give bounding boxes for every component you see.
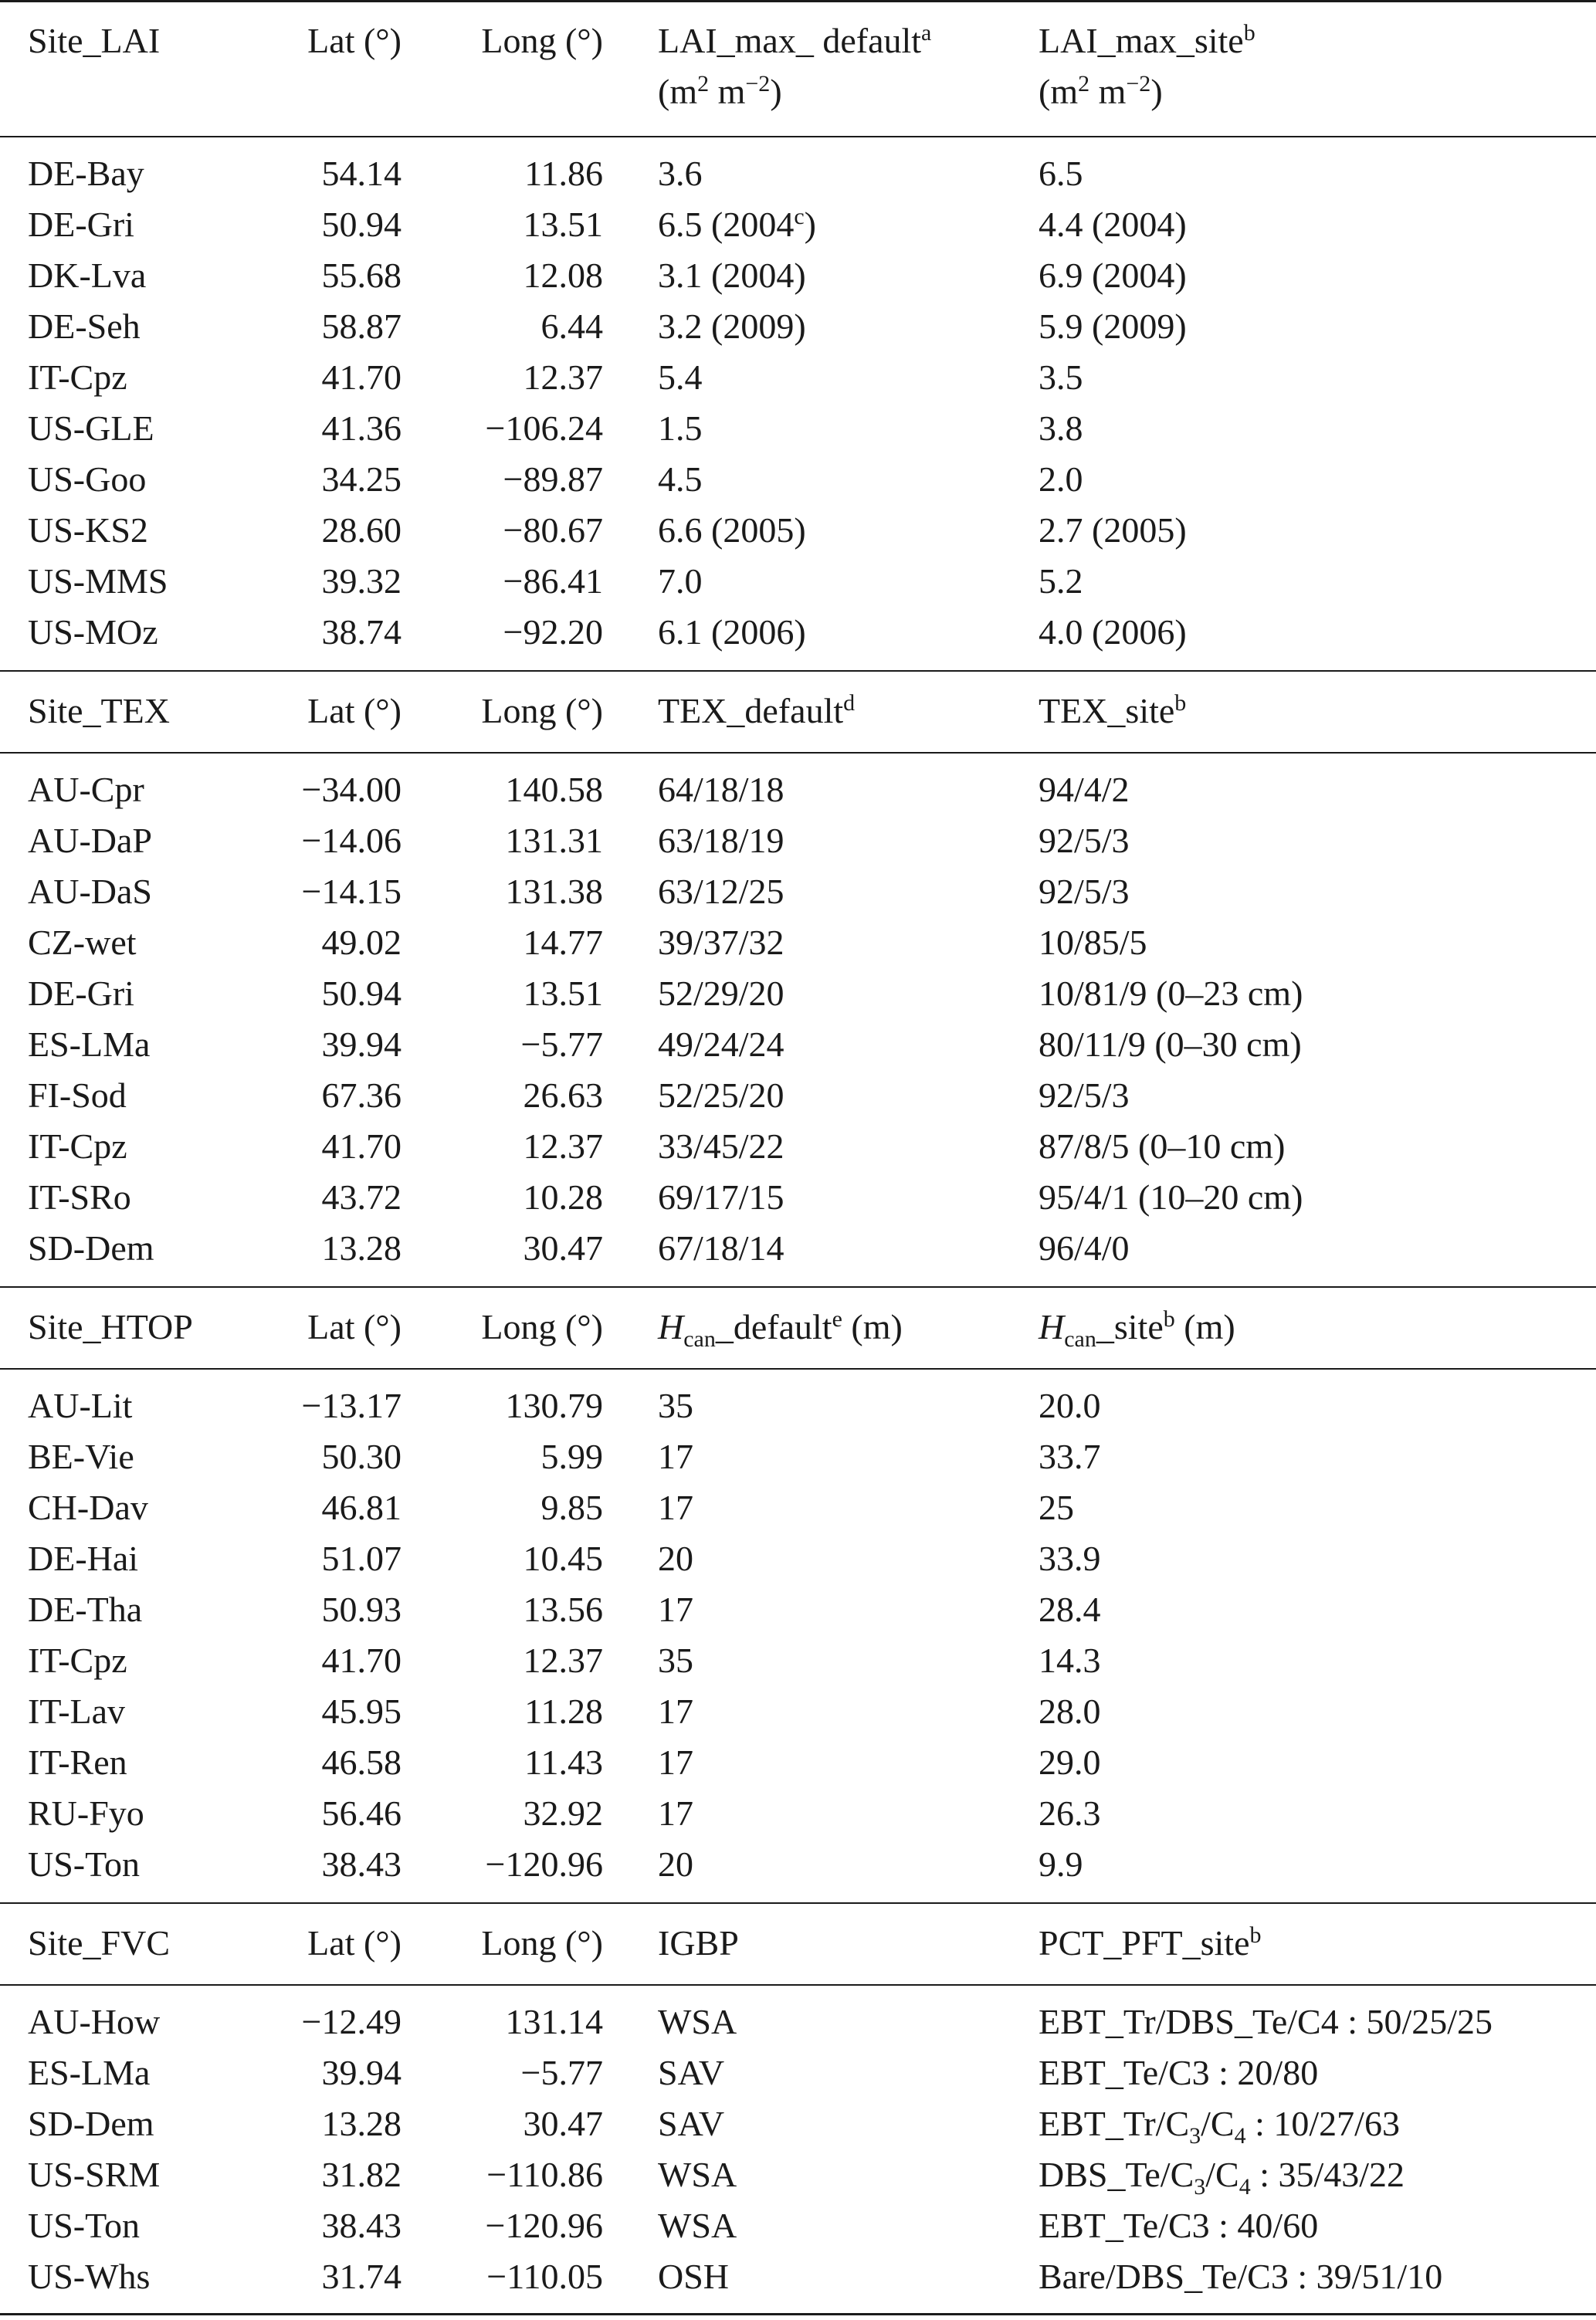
cell-site: AU-Cpr	[28, 770, 144, 809]
cell-site: US-GLE	[28, 408, 154, 448]
cell-long: 30.47	[523, 1228, 603, 1268]
cell-site: CH-Dav	[28, 1488, 148, 1527]
cell-hcan-default: 20	[658, 1844, 693, 1884]
header-long: Long (°)	[481, 1923, 603, 1963]
cell-tex-site: 96/4/0	[1039, 1228, 1130, 1268]
cell-site: US-MMS	[28, 561, 168, 601]
lai-header-rule	[0, 136, 1596, 137]
cell-site: US-Whs	[28, 2257, 151, 2296]
cell-lat: 55.68	[321, 256, 402, 295]
table-row	[0, 403, 1596, 454]
table-row	[0, 1839, 1596, 1890]
lai-header-row	[0, 15, 1596, 116]
header-lat: Lat (°)	[307, 1923, 402, 1963]
cell-lat: 39.94	[321, 1025, 402, 1064]
cell-site: CZ-wet	[28, 923, 137, 962]
cell-lat: 45.95	[321, 1692, 402, 1731]
fvc-header-rule	[0, 1984, 1596, 1986]
cell-lat: 50.93	[321, 1590, 402, 1629]
cell-long: 26.63	[523, 1075, 603, 1115]
cell-igbp: WSA	[658, 2155, 737, 2194]
cell-long: 10.28	[523, 1177, 603, 1217]
cell-tex-default: 64/18/18	[658, 770, 784, 809]
htop-header-rule	[0, 1368, 1596, 1370]
table-row	[0, 556, 1596, 607]
cell-lat: 13.28	[321, 1228, 402, 1268]
htop-header-row	[0, 1302, 1596, 1353]
cell-lat: 39.94	[321, 2053, 402, 2092]
cell-hcan-site: 28.4	[1039, 1590, 1101, 1629]
cell-lat: 50.94	[321, 974, 402, 1013]
cell-igbp: SAV	[658, 2104, 725, 2143]
header-site: Site_FVC	[28, 1923, 171, 1963]
cell-lat: 49.02	[321, 923, 402, 962]
cell-site: IT-Cpz	[28, 1126, 127, 1166]
cell-lai-site: 4.0 (2006)	[1039, 612, 1187, 652]
cell-long: 131.38	[505, 872, 603, 911]
cell-lat: 56.46	[321, 1793, 402, 1833]
cell-pct-pft: EBT_Te/C3 : 20/80	[1039, 2053, 1319, 2092]
header-lai-default-unit: ($m^2$ $m^{-2}$)	[658, 71, 782, 111]
cell-lai-default: 3.6	[658, 154, 703, 193]
cell-lat: 67.36	[321, 1075, 402, 1115]
table-row	[0, 607, 1596, 658]
cell-tex-default: 69/17/15	[658, 1177, 784, 1217]
cell-long: −110.05	[486, 2257, 603, 2296]
table-row	[0, 2200, 1596, 2251]
cell-hcan-site: 9.9	[1039, 1844, 1083, 1884]
cell-site: AU-DaS	[28, 872, 152, 911]
cell-site: US-MOz	[28, 612, 158, 652]
cell-site: US-Ton	[28, 1844, 141, 1884]
cell-long: 131.14	[505, 2002, 603, 2041]
cell-long: 13.51	[523, 974, 603, 1013]
cell-igbp: WSA	[658, 2206, 737, 2245]
cell-site: IT-Lav	[28, 1692, 126, 1731]
cell-lat: −13.17	[301, 1386, 402, 1425]
table-row	[0, 917, 1596, 968]
section-rule	[0, 670, 1596, 672]
cell-lat: 43.72	[321, 1177, 402, 1217]
cell-igbp: SAV	[658, 2053, 725, 2092]
cell-tex-site: 92/5/3	[1039, 1075, 1130, 1115]
cell-hcan-site: 26.3	[1039, 1793, 1101, 1833]
cell-hcan-site: 20.0	[1039, 1386, 1101, 1425]
cell-site: IT-Ren	[28, 1743, 127, 1782]
header-lai-site: LAI_max_site$^b$	[1039, 20, 1255, 60]
table-row	[0, 1788, 1596, 1839]
cell-lai-default: 7.0	[658, 561, 703, 601]
cell-lat: 51.07	[321, 1539, 402, 1578]
cell-lai-site: 2.7 (2005)	[1039, 510, 1187, 550]
tex-header-row	[0, 686, 1596, 737]
cell-hcan-default: 17	[658, 1590, 693, 1629]
cell-long: −106.24	[485, 408, 603, 448]
cell-lat: 58.87	[321, 307, 402, 346]
header-lat: Lat (°)	[307, 1307, 402, 1346]
cell-lai-site: 6.9 (2004)	[1039, 256, 1187, 295]
cell-site: DE-Bay	[28, 154, 144, 193]
cell-lat: 41.36	[321, 408, 402, 448]
cell-site: DE-Seh	[28, 307, 141, 346]
table-row	[0, 2047, 1596, 2098]
cell-tex-default: 63/12/25	[658, 872, 784, 911]
cell-lat: 28.60	[321, 510, 402, 550]
cell-hcan-site: 28.0	[1039, 1692, 1101, 1731]
cell-lat: 38.74	[321, 612, 402, 652]
header-igbp: IGBP	[658, 1923, 739, 1963]
cell-long: −5.77	[520, 2053, 603, 2092]
cell-site: ES-LMa	[28, 2053, 151, 2092]
cell-igbp: WSA	[658, 2002, 737, 2041]
top-rule	[0, 0, 1596, 2]
cell-lai-default: 3.2 (2009)	[658, 307, 806, 346]
cell-lai-default: 5.4	[658, 357, 703, 397]
cell-site: FI-Sod	[28, 1075, 127, 1115]
table-row	[0, 148, 1596, 199]
table-row	[0, 1121, 1596, 1172]
fvc-header-row	[0, 1918, 1596, 1969]
cell-long: 11.43	[524, 1743, 603, 1782]
header-lat: Lat (°)	[307, 691, 402, 730]
cell-long: −110.86	[486, 2155, 603, 2194]
cell-lai-site: 5.9 (2009)	[1039, 307, 1187, 346]
header-tex-default: TEX_default$^d$	[658, 690, 856, 730]
table-row	[0, 968, 1596, 1019]
table-row	[0, 1584, 1596, 1635]
cell-lai-default: 6.5 (2004$^c$)	[658, 204, 816, 244]
cell-site: IT-Cpz	[28, 1641, 127, 1680]
cell-long: 12.08	[523, 256, 603, 295]
cell-long: 140.58	[505, 770, 603, 809]
cell-tex-default: 52/29/20	[658, 974, 784, 1013]
section-rule	[0, 1902, 1596, 1904]
cell-site: AU-Lit	[28, 1386, 133, 1425]
cell-lat: 41.70	[321, 357, 402, 397]
cell-long: 13.56	[523, 1590, 603, 1629]
table-row	[0, 1431, 1596, 1482]
cell-tex-default: 39/37/32	[658, 923, 784, 962]
cell-site: DE-Gri	[28, 205, 134, 244]
cell-site: US-Goo	[28, 459, 147, 499]
table-row	[0, 1380, 1596, 1431]
cell-long: 12.37	[523, 1126, 603, 1166]
cell-long: 13.51	[523, 205, 603, 244]
cell-site: AU-DaP	[28, 821, 152, 860]
cell-hcan-site: 14.3	[1039, 1641, 1101, 1680]
cell-long: 131.31	[505, 821, 603, 860]
cell-tex-default: 63/18/19	[658, 821, 784, 860]
cell-lat: 31.82	[321, 2155, 402, 2194]
cell-lat: 41.70	[321, 1126, 402, 1166]
cell-lai-default: 1.5	[658, 408, 703, 448]
cell-lat: −14.06	[301, 821, 402, 860]
cell-long: −89.87	[503, 459, 603, 499]
cell-long: 6.44	[540, 307, 603, 346]
cell-site: ES-LMa	[28, 1025, 151, 1064]
cell-pct-pft: EBT_Te/C3 : 40/60	[1039, 2206, 1319, 2245]
cell-hcan-site: 33.7	[1039, 1437, 1101, 1476]
header-pct-pft-site: PCT_PFT_site$^b$	[1039, 1922, 1262, 1963]
cell-lat: −34.00	[301, 770, 402, 809]
cell-lat: −14.15	[301, 872, 402, 911]
table-row	[0, 1482, 1596, 1533]
cell-lai-site: 3.8	[1039, 408, 1083, 448]
cell-hcan-default: 17	[658, 1793, 693, 1833]
header-site: Site_TEX	[28, 691, 170, 730]
bottom-rule	[0, 2313, 1596, 2315]
header-long: Long (°)	[481, 1307, 603, 1346]
header-tex-site: TEX_site$^b$	[1039, 690, 1187, 730]
table-row	[0, 2251, 1596, 2302]
cell-lai-default: 3.1 (2004)	[658, 256, 806, 295]
cell-tex-default: 49/24/24	[658, 1025, 784, 1064]
table-row	[0, 1997, 1596, 2047]
cell-lai-default: 6.1 (2006)	[658, 612, 806, 652]
cell-tex-site: 80/11/9 (0–30 cm)	[1039, 1025, 1302, 1064]
cell-hcan-site: 29.0	[1039, 1743, 1101, 1782]
cell-lat: 38.43	[321, 1844, 402, 1884]
cell-pct-pft: EBT_Tr/DBS_Te/C4 : 50/25/25	[1039, 2002, 1493, 2041]
cell-tex-site: 92/5/3	[1039, 872, 1130, 911]
table-row	[0, 199, 1596, 250]
cell-tex-site: 10/81/9 (0–23 cm)	[1039, 974, 1303, 1013]
cell-tex-site: 92/5/3	[1039, 821, 1130, 860]
cell-site: SD-Dem	[28, 1228, 154, 1268]
cell-long: −86.41	[503, 561, 603, 601]
cell-long: 11.28	[524, 1692, 603, 1731]
cell-long: 130.79	[505, 1386, 603, 1425]
cell-lai-site: 3.5	[1039, 357, 1083, 397]
cell-lat: 54.14	[321, 154, 402, 193]
cell-long: −92.20	[503, 612, 603, 652]
header-hcan-site: $H_{can}\_site^b$ (m)	[1039, 1306, 1235, 1352]
cell-long: −120.96	[485, 1844, 603, 1884]
cell-lai-default: 4.5	[658, 459, 703, 499]
cell-hcan-default: 17	[658, 1692, 693, 1731]
cell-site: DE-Gri	[28, 974, 134, 1013]
table-row	[0, 2098, 1596, 2149]
cell-lai-default: 6.6 (2005)	[658, 510, 806, 550]
cell-long: 11.86	[524, 154, 603, 193]
section-rule	[0, 1286, 1596, 1288]
table-row	[0, 1737, 1596, 1788]
cell-site: US-Ton	[28, 2206, 141, 2245]
cell-long: 5.99	[540, 1437, 603, 1476]
cell-lat: 31.74	[321, 2257, 402, 2296]
table-row	[0, 1686, 1596, 1737]
table-row	[0, 1223, 1596, 1274]
table-row	[0, 866, 1596, 917]
cell-site: US-SRM	[28, 2155, 161, 2194]
header-site: Site_HTOP	[28, 1307, 193, 1346]
table-row	[0, 1070, 1596, 1121]
table-row	[0, 1019, 1596, 1070]
cell-tex-site: 95/4/1 (10–20 cm)	[1039, 1177, 1303, 1217]
cell-long: 30.47	[523, 2104, 603, 2143]
table-row	[0, 815, 1596, 866]
table-row	[0, 764, 1596, 815]
cell-pct-pft: Bare/DBS_Te/C3 : 39/51/10	[1039, 2257, 1443, 2296]
cell-long: 10.45	[523, 1539, 603, 1578]
table-row	[0, 1635, 1596, 1686]
cell-lat: −12.49	[301, 2002, 402, 2041]
cell-long: −80.67	[503, 510, 603, 550]
table-row	[0, 454, 1596, 505]
tex-header-rule	[0, 752, 1596, 754]
cell-pct-pft: $DBS\_Te/C_3/C_4$ : 35/43/22	[1039, 2155, 1405, 2200]
cell-lai-site: 2.0	[1039, 459, 1083, 499]
cell-hcan-default: 35	[658, 1641, 693, 1680]
table-row	[0, 301, 1596, 352]
cell-site: DE-Hai	[28, 1539, 139, 1578]
cell-lat: 39.32	[321, 561, 402, 601]
cell-long: 12.37	[523, 357, 603, 397]
header-hcan-default: $H_{can}\_default^e$ (m)	[658, 1306, 903, 1352]
table-row	[0, 1533, 1596, 1584]
cell-long: 14.77	[523, 923, 603, 962]
cell-hcan-default: 35	[658, 1386, 693, 1425]
cell-site: SD-Dem	[28, 2104, 154, 2143]
cell-lai-site: 4.4 (2004)	[1039, 205, 1187, 244]
cell-lat: 50.30	[321, 1437, 402, 1476]
cell-tex-default: 67/18/14	[658, 1228, 784, 1268]
cell-tex-site: 10/85/5	[1039, 923, 1147, 962]
cell-lai-site: 6.5	[1039, 154, 1083, 193]
cell-tex-default: 33/45/22	[658, 1126, 784, 1166]
cell-site: IT-Cpz	[28, 357, 127, 397]
cell-igbp: OSH	[658, 2257, 730, 2296]
cell-lai-site: 5.2	[1039, 561, 1083, 601]
cell-hcan-site: 25	[1039, 1488, 1074, 1527]
table-row	[0, 2149, 1596, 2200]
header-lai-site-unit: ($m^2$ $m^{-2}$)	[1039, 71, 1163, 111]
table-row	[0, 250, 1596, 301]
header-lat: Lat (°)	[307, 21, 402, 60]
cell-hcan-default: 17	[658, 1437, 693, 1476]
cell-lat: 41.70	[321, 1641, 402, 1680]
cell-hcan-default: 17	[658, 1743, 693, 1782]
cell-lat: 46.81	[321, 1488, 402, 1527]
cell-lat: 38.43	[321, 2206, 402, 2245]
cell-long: −5.77	[520, 1025, 603, 1064]
cell-long: 12.37	[523, 1641, 603, 1680]
cell-site: US-KS2	[28, 510, 148, 550]
cell-tex-site: 94/4/2	[1039, 770, 1130, 809]
cell-site: IT-SRo	[28, 1177, 131, 1217]
cell-long: 32.92	[523, 1793, 603, 1833]
cell-hcan-site: 33.9	[1039, 1539, 1101, 1578]
cell-tex-default: 52/25/20	[658, 1075, 784, 1115]
header-long: Long (°)	[481, 691, 603, 730]
cell-site: DK-Lva	[28, 256, 147, 295]
table-row	[0, 505, 1596, 556]
cell-lat: 13.28	[321, 2104, 402, 2143]
cell-lat: 34.25	[321, 459, 402, 499]
header-long: Long (°)	[481, 21, 603, 60]
table-row	[0, 352, 1596, 403]
cell-long: 9.85	[540, 1488, 603, 1527]
cell-long: −120.96	[485, 2206, 603, 2245]
cell-tex-site: 87/8/5 (0–10 cm)	[1039, 1126, 1286, 1166]
header-lai-default: LAI_max_ default$^a$	[658, 20, 932, 60]
cell-site: BE-Vie	[28, 1437, 134, 1476]
cell-pct-pft: $EBT\_Tr/C_3/C_4$ : 10/27/63	[1039, 2104, 1400, 2149]
cell-lat: 46.58	[321, 1743, 402, 1782]
cell-site: DE-Tha	[28, 1590, 143, 1629]
cell-lat: 50.94	[321, 205, 402, 244]
cell-hcan-default: 20	[658, 1539, 693, 1578]
table-row	[0, 1172, 1596, 1223]
cell-hcan-default: 17	[658, 1488, 693, 1527]
header-site: Site_LAI	[28, 21, 161, 60]
cell-site: AU-How	[28, 2002, 161, 2041]
cell-site: RU-Fyo	[28, 1793, 144, 1833]
